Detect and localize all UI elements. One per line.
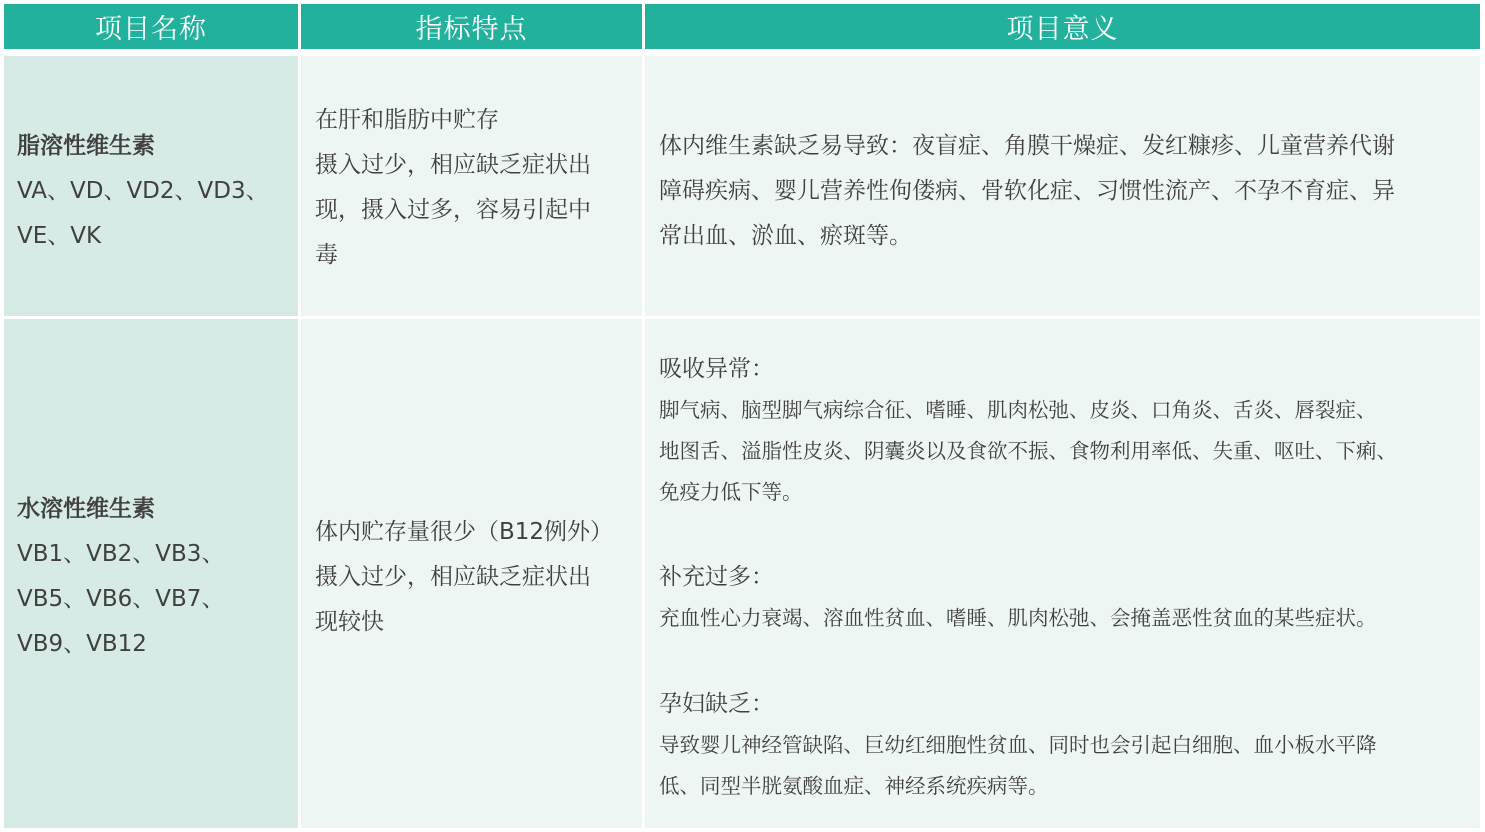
header-indicator-features: 指标特点	[301, 4, 642, 49]
vitamin-list-line: VB1、VB2、VB3、	[17, 541, 225, 567]
section-absorption	[659, 348, 1472, 513]
fat-soluble-title: 脂溶性维生素	[17, 133, 155, 159]
section-body	[659, 598, 1472, 639]
row-water-soluble-name-cell	[4, 319, 298, 828]
section-line: 低、同型半胱氨酸血症、神经系统疾病等。	[659, 774, 1049, 798]
vitamin-list-line: VE、VK	[17, 223, 102, 249]
row-water-soluble-meaning-cell	[645, 319, 1480, 828]
feature-line: 摄入过少，相应缺乏症状出	[315, 152, 591, 178]
vitamin-table	[4, 4, 1480, 828]
section-line: 脚气病、脑型脚气病综合征、嗜睡、肌肉松弛、皮炎、口角炎、舌炎、唇裂症、	[659, 398, 1377, 422]
fat-soluble-feature-text	[315, 56, 632, 278]
section-excess	[659, 556, 1472, 639]
feature-line: 体内贮存量很少（B12例外）	[315, 519, 614, 545]
water-soluble-vitamin-list	[17, 532, 298, 667]
meaning-line: 体内维生素缺乏易导致：夜盲症、角膜干燥症、发红糠疹、儿童营养代谢	[659, 133, 1395, 159]
vitamin-list-line: VB9、VB12	[17, 631, 147, 657]
header-item-name: 项目名称	[4, 4, 298, 49]
section-line: 地图舌、溢脂性皮炎、阴囊炎以及食欲不振、食物利用率低、失重、呕吐、下痢、	[659, 439, 1397, 463]
row-water-soluble-feature-cell	[301, 319, 642, 828]
meaning-line: 障碍疾病、婴儿营养性佝偻病、骨软化症、习惯性流产、不孕不育症、异	[659, 178, 1395, 204]
meaning-line: 常出血、淤血、瘀斑等。	[659, 223, 912, 249]
fat-soluble-meaning-text	[659, 56, 1472, 259]
feature-line: 摄入过少，相应缺乏症状出	[315, 564, 591, 590]
fat-soluble-vitamin-list	[17, 169, 298, 259]
water-soluble-feature-text	[315, 319, 632, 645]
section-heading: 补充过多：	[659, 564, 774, 590]
feature-line: 现较快	[315, 609, 384, 635]
feature-line: 现，摄入过多，容易引起中	[315, 197, 591, 223]
section-body	[659, 390, 1472, 513]
section-line: 充血性心力衰竭、溶血性贫血、嗜睡、肌肉松弛、会掩盖恶性贫血的某些症状。	[659, 606, 1377, 630]
header-item-significance: 项目意义	[645, 4, 1480, 49]
section-heading: 孕妇缺乏：	[659, 691, 774, 717]
water-soluble-title: 水溶性维生素	[17, 496, 155, 522]
row-fat-soluble-name-cell	[4, 56, 298, 316]
section-heading: 吸收异常：	[659, 356, 774, 382]
row-fat-soluble-meaning-cell	[645, 56, 1480, 316]
feature-line: 在肝和脂肪中贮存	[315, 107, 499, 133]
feature-line: 毒	[315, 242, 338, 268]
section-line: 免疫力低下等。	[659, 480, 803, 504]
section-line: 导致婴儿神经管缺陷、巨幼红细胞性贫血、同时也会引起白细胞、血小板水平降	[659, 733, 1377, 757]
section-body	[659, 725, 1472, 807]
vitamin-list-line: VB5、VB6、VB7、	[17, 586, 225, 612]
section-pregnancy	[659, 683, 1472, 807]
row-fat-soluble-feature-cell	[301, 56, 642, 316]
vitamin-list-line: VA、VD、VD2、VD3、	[17, 178, 269, 204]
